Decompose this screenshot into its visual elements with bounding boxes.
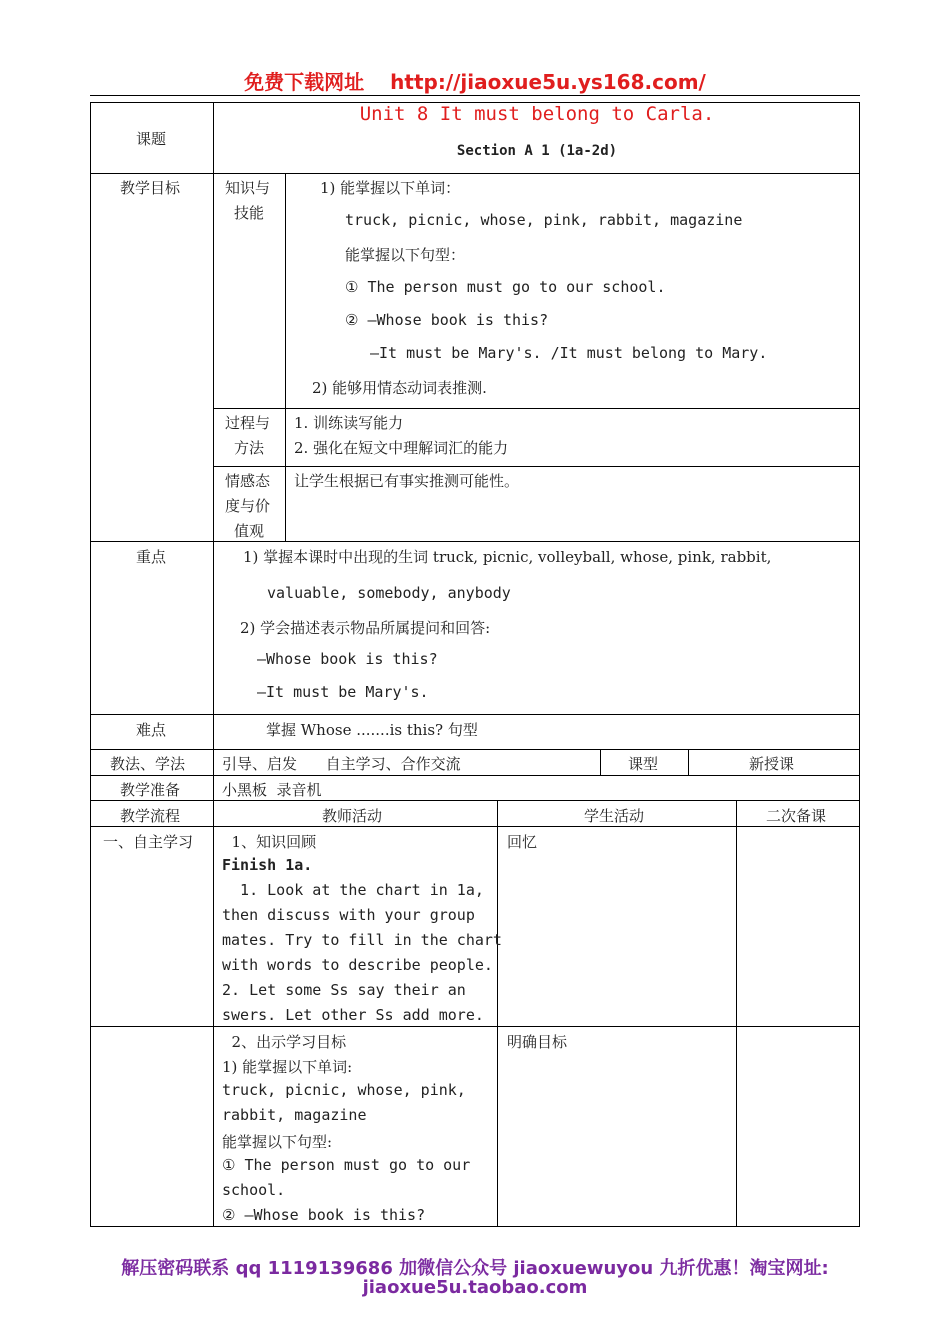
teacher-line: 2、出示学习目标 (222, 1033, 347, 1051)
row-divider (90, 714, 860, 715)
teacher-line: Finish 1a. (222, 856, 313, 874)
row-divider (90, 1026, 860, 1027)
knowledge-line: 能掌握以下句型： (345, 246, 466, 264)
emotion-label-2: 度与价 (225, 497, 271, 515)
student-activity: 明确目标 (507, 1033, 568, 1051)
row-divider (213, 408, 860, 409)
teacher-line: 1、知识回顾 (222, 833, 317, 851)
teacher-line: then discuss with your group (222, 906, 475, 924)
teacher-line: truck, picnic, whose, pink, (222, 1081, 466, 1099)
keypoint-line: —It must be Mary's. (257, 683, 429, 701)
prep-label: 教学准备 (120, 781, 181, 799)
process-line: 2. 强化在短文中理解词汇的能力 (294, 439, 509, 457)
teacher-line: rabbit, magazine (222, 1106, 367, 1124)
row-divider (90, 800, 860, 801)
row-divider (90, 173, 860, 174)
teacher-line: 1) 能掌握以下单词: (222, 1058, 353, 1076)
teacher-line: swers. Let other Ss add more. (222, 1006, 484, 1024)
knowledge-line: ② —Whose book is this? (345, 311, 549, 329)
teacher-line: 1. Look at the chart in 1a, (222, 881, 484, 899)
process-label-1: 过程与 (225, 414, 271, 432)
table-border-bottom (90, 1226, 860, 1227)
teacher-line: ① The person must go to our (222, 1156, 471, 1174)
col-divider (736, 800, 737, 1226)
lesson-type-label: 课型 (628, 755, 659, 773)
flow-stage: 一、自主学习 (103, 833, 194, 851)
knowledge-line: truck, picnic, whose, pink, rabbit, magazine (345, 211, 743, 229)
col-divider (688, 749, 689, 775)
footer-contact: 解压密码联系 qq 1119139686 加微信公众号 jiaoxuewuyou 九折优惠！淘宝网址: (121, 1258, 829, 1279)
col-divider (285, 173, 286, 541)
flow-col-stage: 教学流程 (120, 807, 181, 825)
row-divider (213, 466, 860, 467)
header-rule (90, 95, 860, 96)
teacher-line: school. (222, 1181, 286, 1199)
header-label: 免费下载网址 (244, 70, 365, 94)
emotion-label-3: 值观 (234, 522, 265, 540)
keypoint-line: 1) 掌握本课时中出现的生词 truck, picnic, volleyball, whose, pink, rabbit, (243, 548, 772, 566)
keypoint-line: —Whose book is this? (257, 650, 438, 668)
header-url-link[interactable]: http://jiaoxue5u.ys168.com/ (390, 70, 706, 94)
flow-col-student: 学生活动 (584, 807, 645, 825)
student-activity: 回忆 (507, 833, 538, 851)
section-subtitle: Section A 1 (1a-2d) (456, 143, 618, 159)
teacher-line: 2. Let some Ss say their an (222, 981, 466, 999)
row-divider (90, 826, 860, 827)
lesson-type-value: 新授课 (749, 755, 795, 773)
prep-value: 小黑板 录音机 (222, 781, 322, 799)
knowledge-line: 1) 能掌握以下单词： (320, 179, 461, 197)
teacher-line: ② —Whose book is this? (222, 1206, 426, 1224)
col-divider (600, 749, 601, 775)
row-divider (90, 541, 860, 542)
difficulty-label: 难点 (136, 721, 167, 739)
difficulty-text: 掌握 Whose .......is this? 句型 (266, 721, 478, 739)
knowledge-label-1: 知识与 (225, 179, 271, 197)
col-divider (213, 102, 214, 800)
table-border-right (859, 102, 860, 1227)
col-divider (497, 800, 498, 1226)
keypoints-label: 重点 (136, 548, 167, 566)
process-label-2: 方法 (234, 439, 265, 457)
process-line: 1. 训练读写能力 (294, 414, 404, 432)
methods-label: 教法、学法 (110, 755, 186, 773)
flow-col-notes: 二次备课 (766, 807, 827, 825)
goals-label: 教学目标 (120, 179, 181, 197)
emotion-text: 让学生根据已有事实推测可能性。 (294, 472, 520, 490)
col-divider (213, 800, 214, 1226)
knowledge-line: ① The person must go to our school. (345, 278, 666, 296)
teacher-line: mates. Try to fill in the chart (222, 931, 502, 949)
footer-shop-link[interactable]: jiaoxue5u.taobao.com (362, 1277, 588, 1298)
lesson-title: Unit 8 It must belong to Carla. (359, 103, 715, 125)
teacher-line: 能掌握以下句型: (222, 1133, 333, 1151)
keypoint-line: 2) 学会描述表示物品所属提问和回答: (240, 619, 491, 637)
knowledge-line: —It must be Mary's. /It must belong to Mary. (370, 344, 768, 362)
knowledge-label-2: 技能 (234, 204, 265, 222)
methods-value: 引导、启发 自主学习、合作交流 (222, 755, 461, 773)
row-divider (90, 749, 860, 750)
keypoint-line: valuable, somebody, anybody (267, 584, 511, 602)
topic-label: 课题 (136, 130, 167, 148)
flow-col-teacher: 教师活动 (322, 807, 383, 825)
knowledge-line: 2) 能够用情态动词表推测. (312, 379, 487, 397)
emotion-label-1: 情感态 (225, 472, 271, 490)
teacher-line: with words to describe people. (222, 956, 493, 974)
page-header (0, 66, 950, 95)
row-divider (90, 775, 860, 776)
table-border-left (90, 102, 91, 1227)
